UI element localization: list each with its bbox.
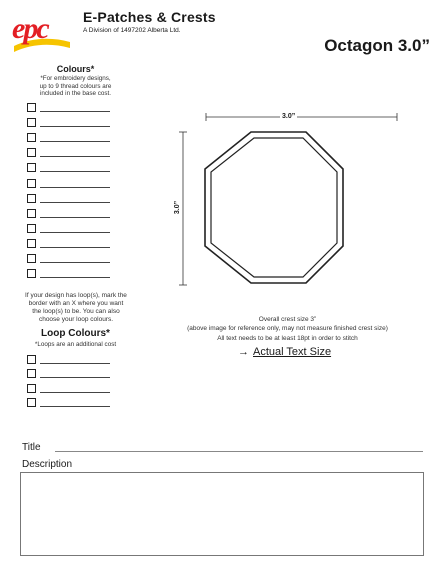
octagon-template — [175, 110, 415, 310]
colour-checkbox[interactable] — [27, 239, 36, 248]
colour-checkbox[interactable] — [27, 209, 36, 218]
loop-colours-heading: Loop Colours* — [41, 328, 110, 339]
reference-disclaimer: (above image for reference only, may not measure finished crest size) — [187, 324, 388, 332]
octagon-inner-border — [211, 138, 337, 277]
colour-checkbox[interactable] — [27, 103, 36, 112]
colours-note-line: up to 9 thread colours are — [39, 82, 112, 90]
logo-text: epc — [12, 12, 48, 45]
loop-colour-line[interactable] — [40, 363, 110, 364]
colour-colour-line[interactable] — [40, 247, 110, 248]
description-field[interactable] — [20, 472, 424, 556]
height-dimension-label: 3.0” — [174, 200, 182, 215]
width-dimension-label: 3.0” — [282, 113, 296, 120]
colour-colour-line[interactable] — [40, 111, 110, 112]
loop-colours-note: *Loops are an additional cost — [34, 341, 117, 348]
colour-checkbox[interactable] — [27, 179, 36, 188]
colour-checkbox[interactable] — [27, 133, 36, 142]
arrow-right-icon: → — [238, 346, 249, 358]
colours-note — [18, 75, 133, 98]
loop-checkbox[interactable] — [27, 369, 36, 378]
loop-checkbox[interactable] — [27, 398, 36, 407]
actual-text-size — [238, 346, 331, 358]
colour-checkbox[interactable] — [27, 148, 36, 157]
loop-colour-line[interactable] — [40, 377, 110, 378]
colour-colour-line[interactable] — [40, 141, 110, 142]
colour-colour-line[interactable] — [40, 232, 110, 233]
loop-note — [16, 292, 136, 324]
colour-colour-line[interactable] — [40, 262, 110, 263]
colour-colour-line[interactable] — [40, 126, 110, 127]
colour-colour-line[interactable] — [40, 217, 110, 218]
colour-colour-line[interactable] — [40, 277, 110, 278]
min-text-size-note: All text needs to be at least 18pt in order to stitch — [217, 335, 358, 342]
colour-checkbox[interactable] — [27, 224, 36, 233]
loop-colour-line[interactable] — [40, 406, 110, 407]
brand-subtitle: A Division of 1497202 Alberta Ltd. — [83, 27, 181, 34]
colours-heading: Colours* — [56, 64, 95, 74]
colour-colour-line[interactable] — [40, 202, 110, 203]
colour-colour-line[interactable] — [40, 171, 110, 172]
colour-colour-line[interactable] — [40, 156, 110, 157]
colours-note-line: included in the base cost. — [39, 90, 112, 98]
colour-checkbox[interactable] — [27, 163, 36, 172]
epc-logo — [10, 4, 72, 54]
actual-text-size-label: Actual Text Size — [253, 346, 332, 358]
loop-note-line: choose your loop colours. — [38, 316, 114, 323]
octagon-outer-border — [205, 132, 343, 283]
loop-checkbox[interactable] — [27, 355, 36, 364]
description-label: Description — [22, 459, 73, 470]
title-label: Title — [22, 442, 41, 453]
page-title: Octagon 3.0” — [324, 36, 430, 55]
overall-size-note: Overall crest size 3” — [258, 316, 317, 323]
title-field[interactable] — [55, 451, 423, 452]
loop-colour-line[interactable] — [40, 392, 110, 393]
colour-colour-line[interactable] — [40, 187, 110, 188]
colour-checkbox[interactable] — [27, 118, 36, 127]
loop-note-line: the loop(s) to be. You can also — [32, 308, 120, 315]
colour-checkbox[interactable] — [27, 194, 36, 203]
loop-note-line: If your design has loop(s), mark the — [25, 292, 127, 299]
brand-name: E-Patches & Crests — [83, 9, 216, 25]
colours-note-line: *For embroidery designs, — [40, 75, 111, 82]
loop-checkbox[interactable] — [27, 384, 36, 393]
loop-note-line: border with an X where you want — [28, 300, 124, 307]
colour-checkbox[interactable] — [27, 254, 36, 263]
colour-checkbox[interactable] — [27, 269, 36, 278]
